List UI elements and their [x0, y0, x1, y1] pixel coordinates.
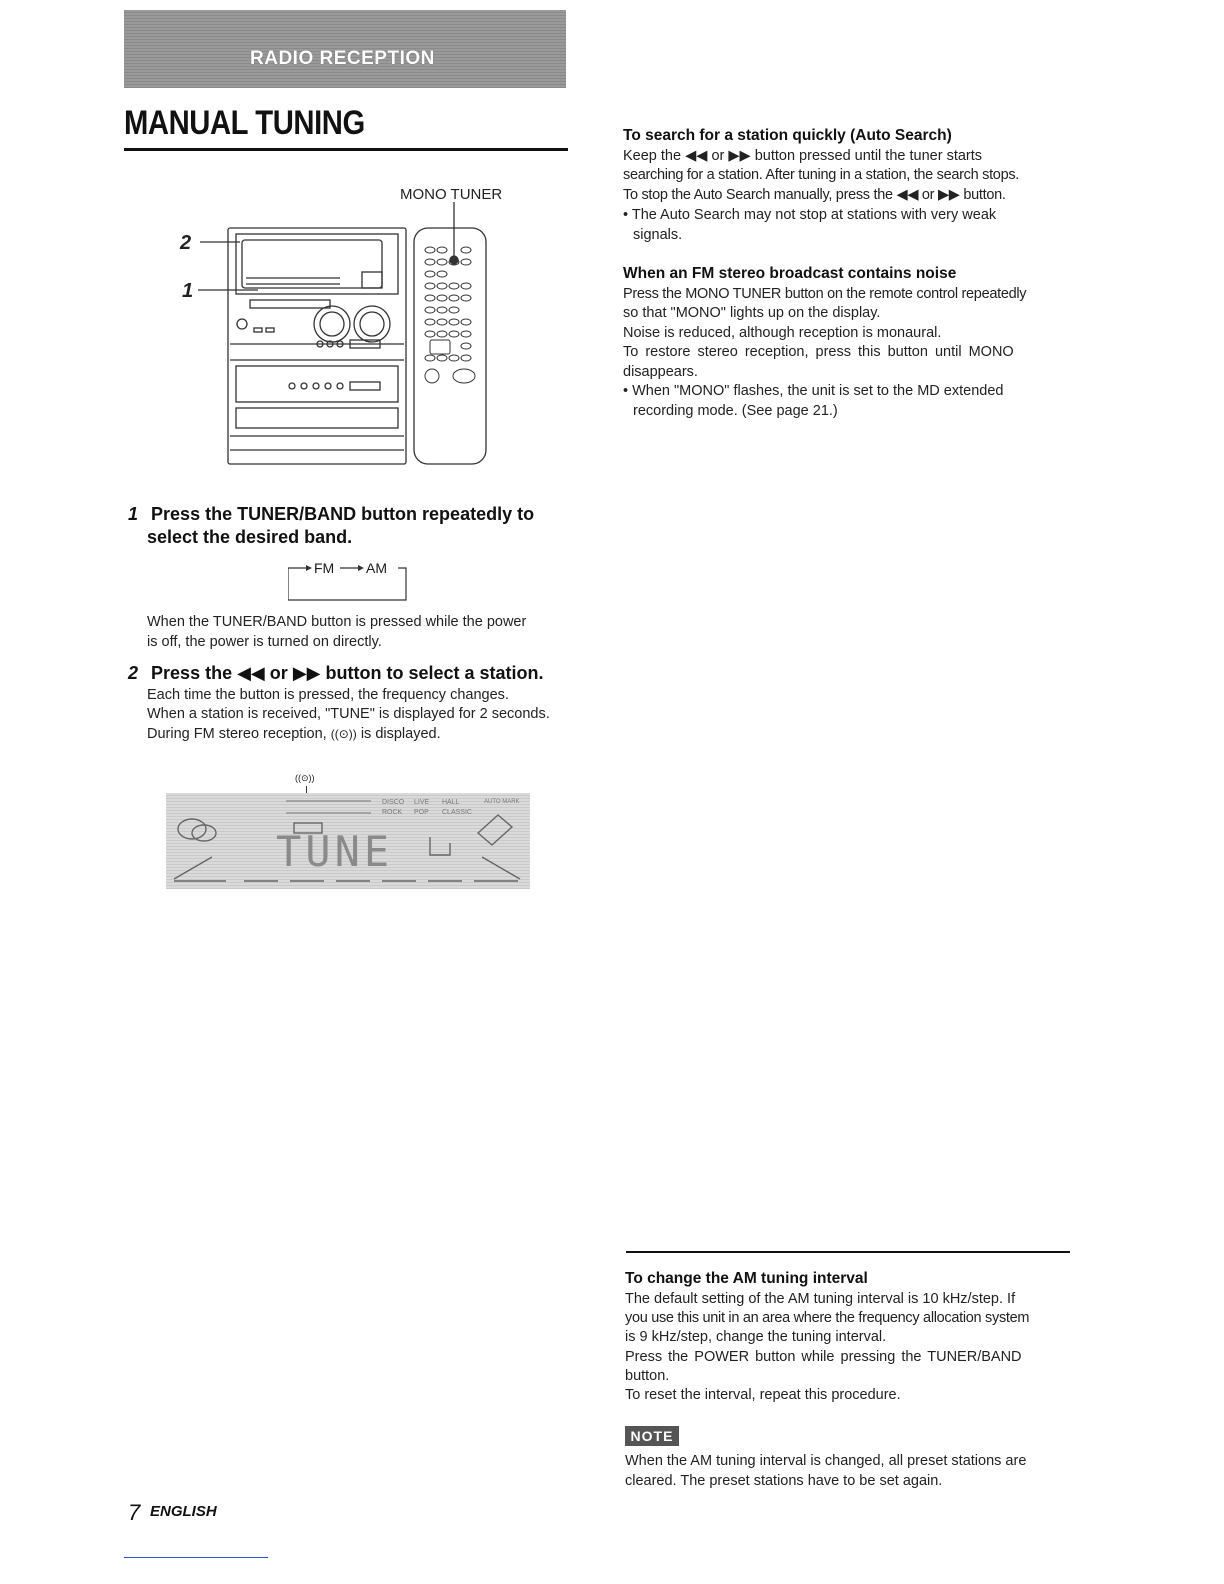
footer-rule — [124, 1557, 268, 1558]
am-interval-heading: To change the AM tuning interval — [625, 1270, 868, 1287]
auto-search-line-3: To stop the Auto Search manually, press the ◀◀ or ▶▶ button. — [623, 187, 1006, 203]
fm-noise-line-4: To restore stereo reception, press this button until MONO — [623, 344, 1014, 360]
step-2-body-line-1: Each time the button is pressed, the frequency changes. — [147, 687, 509, 703]
mode-auto-mark: AUTO MARK — [484, 799, 520, 805]
mode-rock: ROCK — [382, 809, 403, 816]
am-interval-line-2: you use this unit in an area where the frequency allocation system — [625, 1310, 1030, 1326]
page-language: ENGLISH — [150, 1503, 217, 1520]
am-interval-line-1: The default setting of the AM tuning interval is 10 kHz/step. If — [625, 1291, 1016, 1307]
fm-noise-line-3: Noise is reduced, although reception is monaural. — [623, 325, 942, 341]
am-interval-line-3: is 9 kHz/step, change the tuning interval. — [625, 1329, 887, 1345]
am-interval-line-6: To reset the interval, repeat this procedure. — [625, 1387, 901, 1403]
auto-search-bullet-cont: signals. — [633, 227, 683, 243]
step-2-heading: 2 Press the ◀◀ or ▶▶ button to select a station. — [128, 663, 544, 683]
callout-1: 1 — [182, 280, 194, 302]
am-interval-line-5: button. — [625, 1368, 670, 1384]
fm-noise-bullet: • When "MONO" flashes, the unit is set to the MD extended — [623, 383, 1004, 399]
mode-classic: CLASSIC — [442, 809, 472, 816]
mono-tuner-label: MONO TUNER — [400, 186, 503, 203]
display-stereo-label: ((⊙)) — [295, 773, 315, 783]
lcd-main-text: TUNE — [276, 827, 394, 876]
band-fm: FM — [314, 560, 335, 576]
rewind-icon: ◀◀ — [685, 148, 708, 164]
note-badge: NOTE — [625, 1426, 679, 1446]
am-interval-line-4: Press the POWER button while pressing the TUNER/BAND — [625, 1349, 1022, 1365]
step-1-heading: 1 Press the TUNER/BAND button repeatedly to — [128, 504, 535, 524]
arrow-icon — [306, 565, 312, 571]
page-number: 7 — [128, 1500, 141, 1525]
mode-hall: HALL — [442, 799, 460, 806]
auto-search-line-2: searching for a station. After tuning in a station, the search stops. — [623, 167, 1020, 183]
fast-forward-icon: ▶▶ — [292, 663, 321, 683]
title-rule — [124, 148, 568, 151]
stereo-indicator-icon: ((⊙)) — [330, 727, 357, 741]
auto-search-bullet: • The Auto Search may not stop at stations with very weak — [623, 207, 997, 223]
note-line-1: When the AM tuning interval is changed, all preset stations are — [625, 1453, 1027, 1469]
fm-noise-line-5: disappears. — [623, 364, 698, 380]
auto-search-line-1: Keep the ◀◀ or ▶▶ button pressed until the tuner starts — [623, 148, 983, 164]
fm-noise-bullet-cont: recording mode. (See page 21.) — [633, 403, 838, 419]
note-line-2: cleared. The preset stations have to be set again. — [625, 1473, 943, 1489]
band-cycle-arrows — [288, 562, 408, 602]
fm-noise-line-1: Press the MONO TUNER button on the remote control repeatedly — [623, 286, 1027, 302]
section-title: RADIO RECEPTION — [250, 48, 435, 69]
fast-forward-icon: ▶▶ — [728, 148, 751, 164]
auto-search-heading: To search for a station quickly (Auto Search) — [623, 127, 952, 144]
band-am: AM — [366, 560, 387, 576]
step-1-body-line-1: When the TUNER/BAND button is pressed while the power — [147, 614, 527, 630]
band-cycle-diagram — [288, 562, 408, 602]
rewind-icon: ◀◀ — [237, 663, 265, 683]
stereo-system-illustration — [190, 200, 500, 470]
step-2-body-line-2: When a station is received, "TUNE" is displayed for 2 seconds. — [147, 706, 550, 722]
section-rule — [626, 1251, 1070, 1253]
mode-disco: DISCO — [382, 799, 405, 806]
fast-forward-icon: ▶▶ — [937, 187, 960, 203]
callout-2: 2 — [180, 232, 192, 254]
step-1-heading-cont: select the desired band. — [147, 527, 353, 547]
lcd-display — [166, 793, 530, 889]
arrow-icon — [358, 565, 364, 571]
mode-pop: POP — [414, 809, 429, 816]
fm-noise-line-2: so that "MONO" lights up on the display. — [623, 305, 881, 321]
step-1-body-line-2: is off, the power is turned on directly. — [147, 634, 382, 650]
step-2-body-line-3: During FM stereo reception, ((⊙)) is displayed. — [147, 726, 441, 742]
rewind-icon: ◀◀ — [896, 187, 919, 203]
page-title: MANUAL TUNING — [124, 104, 365, 142]
mode-live: LIVE — [414, 799, 430, 806]
fm-noise-heading: When an FM stereo broadcast contains noise — [623, 265, 957, 282]
